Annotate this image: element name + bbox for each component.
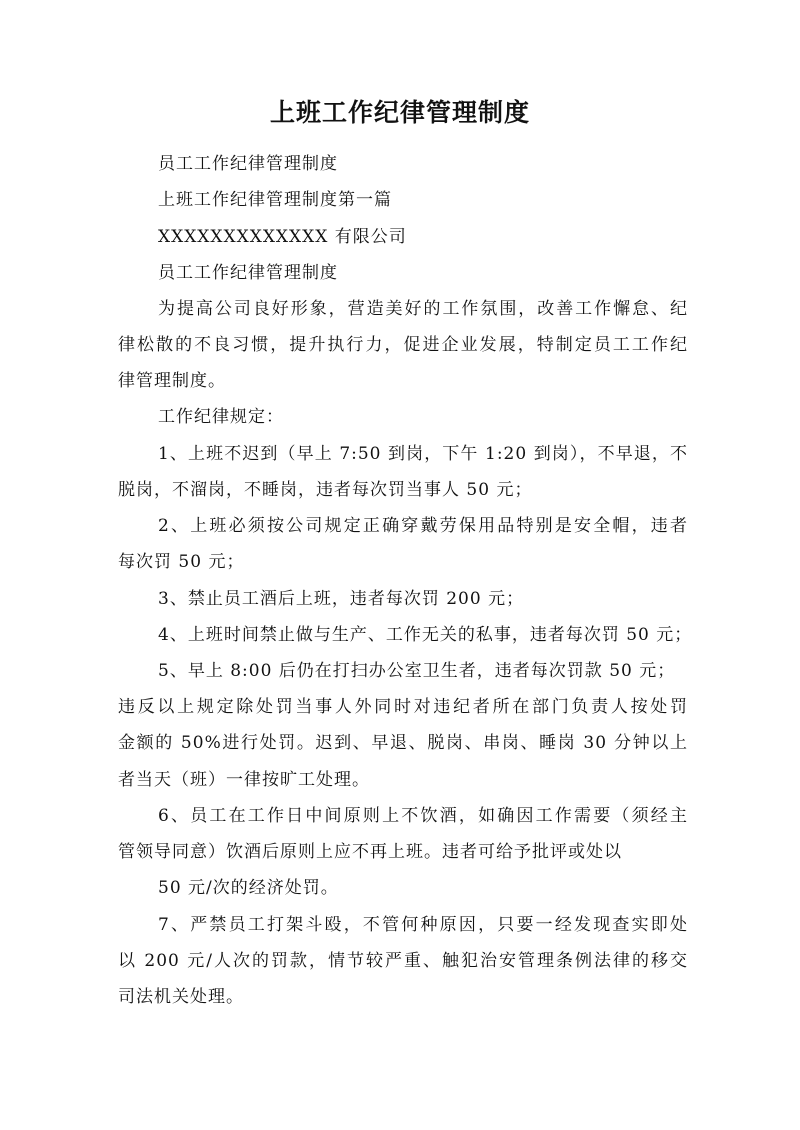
rule-line: 3、禁止员工酒后上班，违者每次罚 200 元； xyxy=(158,589,525,609)
document-title: 上班工作纪律管理制度 xyxy=(269,98,530,127)
rule-line: 司法机关处理。 xyxy=(118,987,244,1007)
rule-line: 以 200 元/人次的罚款，情节较严重、触犯治安管理条例法律的移交 xyxy=(118,951,688,971)
paragraph-line: 为提高公司良好形象，营造美好的工作氛围，改善工作懈怠、纪 xyxy=(158,299,688,319)
rule-line: 1、上班不迟到（早上 7:50 到岗，下午 1:20 到岗），不早退，不 xyxy=(158,444,688,464)
rule-line: 50 元/次的经济处罚。 xyxy=(158,878,339,898)
heading-line: 员工工作纪律管理制度 xyxy=(158,154,338,174)
heading-line: 员工工作纪律管理制度 xyxy=(158,263,338,283)
section-heading: 工作纪律规定： xyxy=(158,407,284,427)
rule-line: 6、员工在工作日中间原则上不饮酒，如确因工作需要（须经主 xyxy=(158,806,688,826)
heading-line: 上班工作纪律管理制度第一篇 xyxy=(158,190,392,210)
rule-line: 金额的 50%进行处罚。迟到、早退、脱岗、串岗、睡岗 30 分钟以上 xyxy=(118,733,688,753)
rule-line: 7、严禁员工打架斗殴，不管何种原因，只要一经发现查实即处 xyxy=(158,915,688,935)
rule-line: 违反以上规定除处罚当事人外同时对违纪者所在部门负责人按处罚 xyxy=(118,697,688,717)
rule-line: 5、早上 8:00 后仍在打扫办公室卫生者，违者每次罚款 50 元； xyxy=(158,661,676,681)
rule-line: 者当天（班）一律按旷工处理。 xyxy=(118,770,370,790)
rule-line: 4、上班时间禁止做与生产、工作无关的私事，违者每次罚 50 元； xyxy=(158,625,693,645)
rule-line: 每次罚 50 元； xyxy=(118,552,245,572)
paragraph-line: 律管理制度。 xyxy=(118,371,226,391)
paragraph-line: 律松散的不良习惯，提升执行力，促进企业发展，特制定员工工作纪 xyxy=(118,335,688,355)
rule-line: 脱岗，不溜岗，不睡岗，违者每次罚当事人 50 元； xyxy=(118,480,533,500)
rule-line: 2、上班必须按公司规定正确穿戴劳保用品特别是安全帽，违者 xyxy=(158,516,688,536)
company-name: XXXXXXXXXXXXX 有限公司 xyxy=(158,227,407,247)
rule-line: 管领导同意）饮酒后原则上应不再上班。违者可给予批评或处以 xyxy=(118,842,622,862)
